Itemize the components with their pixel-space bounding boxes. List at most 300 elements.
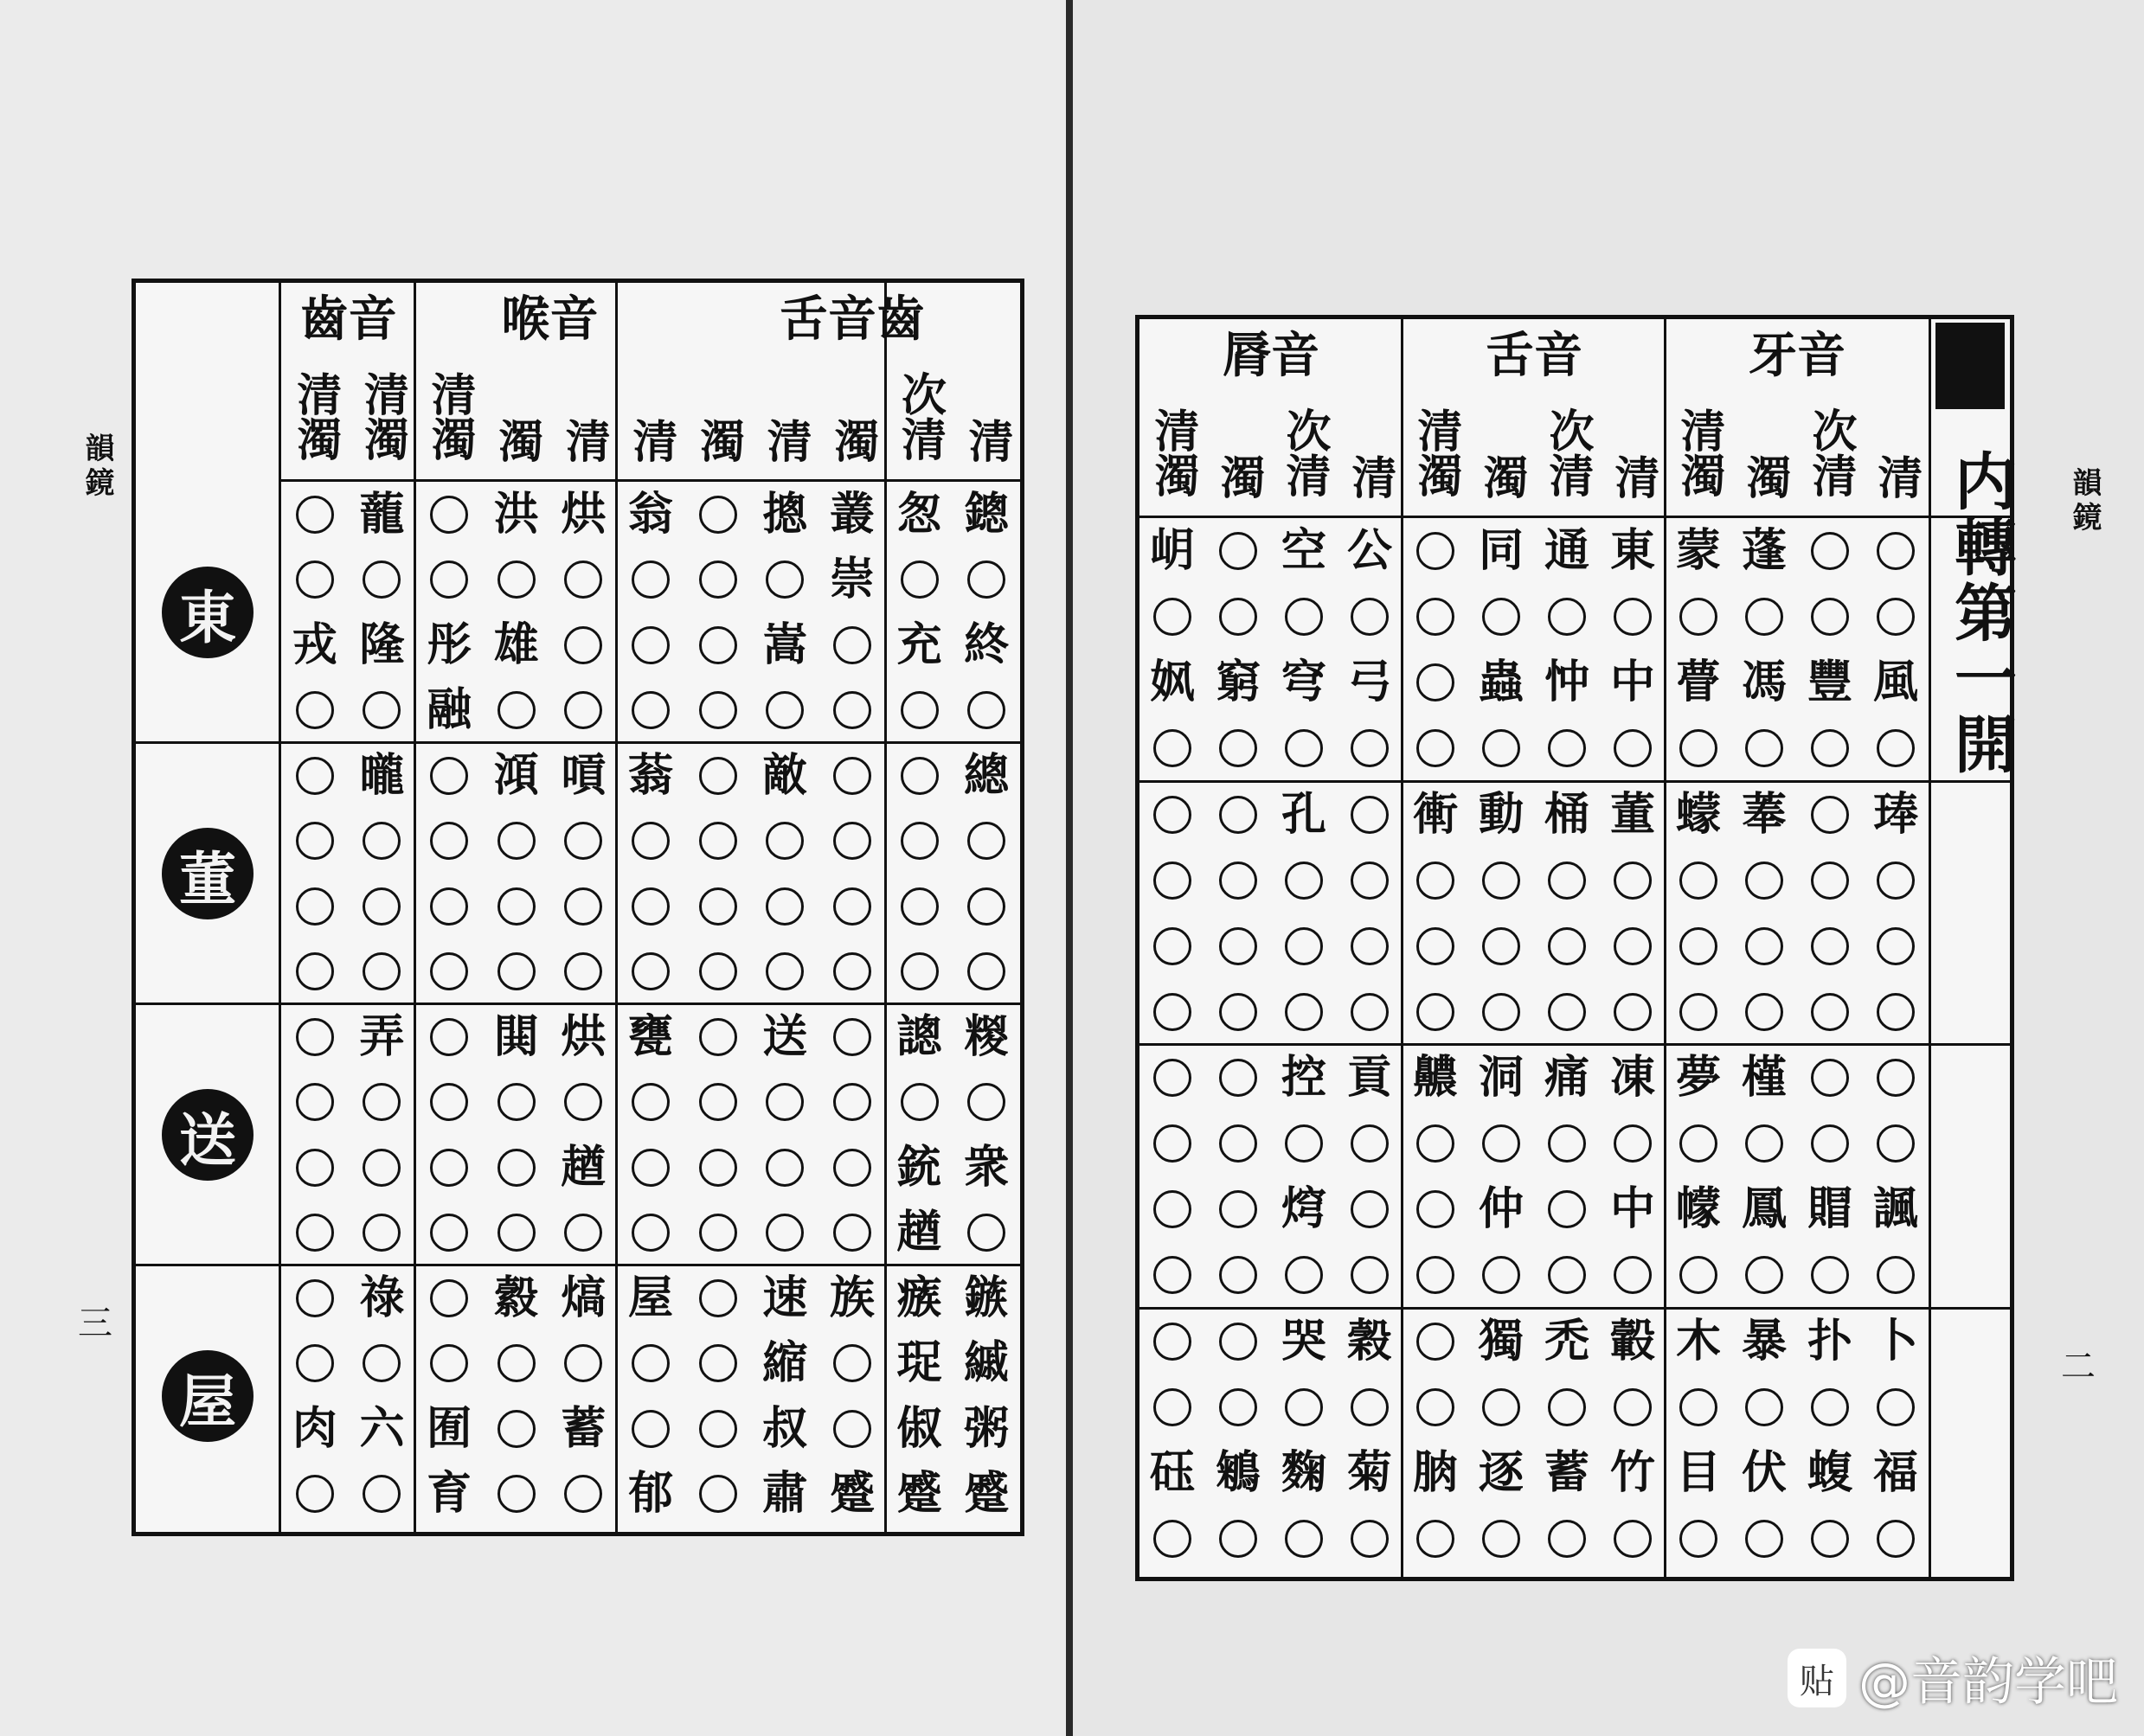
table-cell xyxy=(755,1073,814,1131)
table-cell xyxy=(1537,653,1596,712)
cell-character: 糉 xyxy=(964,1009,1010,1063)
rime-circle: 東 xyxy=(162,567,254,658)
table-cell xyxy=(487,746,546,805)
table-cell xyxy=(1603,983,1662,1041)
group-divider xyxy=(1401,319,1403,1577)
table-cell xyxy=(352,877,411,936)
empty-circle xyxy=(1219,1124,1257,1163)
left-page xyxy=(0,0,1071,1736)
empty-circle xyxy=(699,1083,737,1121)
cell-character: 岄 xyxy=(1149,524,1195,578)
cell-character: 戎 xyxy=(292,618,337,671)
table-cell xyxy=(1669,983,1728,1041)
cell-character: 怱 xyxy=(896,487,942,541)
table-cell xyxy=(957,942,1016,1001)
table-cell xyxy=(1274,1509,1333,1568)
table-cell xyxy=(487,681,546,740)
empty-circle xyxy=(1811,796,1849,834)
table-cell xyxy=(1143,1048,1202,1107)
chart-title: 内轉第一開 xyxy=(1944,449,2018,778)
empty-circle xyxy=(296,822,334,860)
table-cell xyxy=(1801,1378,1859,1437)
empty-circle xyxy=(1153,993,1191,1031)
empty-circle xyxy=(1416,1520,1454,1558)
table-cell xyxy=(286,550,344,609)
table-cell xyxy=(1340,1312,1399,1371)
table-cell xyxy=(823,1203,882,1262)
cell-character: 甕 xyxy=(627,1009,673,1063)
empty-circle xyxy=(1351,729,1389,767)
empty-circle xyxy=(1548,862,1586,900)
empty-circle xyxy=(363,561,401,599)
cell-character: 瞢 xyxy=(1675,656,1721,709)
cell-character: 諷 xyxy=(1872,1182,1918,1236)
table-cell xyxy=(1801,917,1859,976)
empty-circle xyxy=(1614,729,1652,767)
empty-circle xyxy=(833,1149,871,1187)
empty-circle xyxy=(296,1475,334,1513)
table-cell xyxy=(1406,1509,1465,1568)
table-cell xyxy=(755,550,814,609)
table-cell xyxy=(689,1138,748,1197)
cell-character: 禿 xyxy=(1544,1314,1589,1368)
table-cell xyxy=(755,616,814,675)
table-cell xyxy=(1735,1246,1794,1304)
table-cell xyxy=(621,550,680,609)
empty-circle xyxy=(1219,1256,1257,1294)
empty-circle xyxy=(833,887,871,926)
table-cell xyxy=(1472,983,1531,1041)
empty-circle xyxy=(430,1279,468,1317)
table-cell xyxy=(352,681,411,740)
table-cell xyxy=(1472,719,1531,778)
group-header: 舌音齒 xyxy=(779,291,925,348)
cell-character: 趥 xyxy=(896,1206,942,1259)
table-cell xyxy=(1143,1312,1202,1371)
table-cell xyxy=(1406,785,1465,844)
table-cell xyxy=(1735,851,1794,910)
empty-circle xyxy=(833,1214,871,1252)
empty-circle xyxy=(632,626,670,664)
table-cell xyxy=(1406,587,1465,646)
empty-circle xyxy=(1482,729,1520,767)
table-cell xyxy=(1537,1444,1596,1502)
cell-character: 桶 xyxy=(1544,787,1589,841)
cell-character: 蘢 xyxy=(359,487,405,541)
table-cell xyxy=(487,1008,546,1067)
empty-circle xyxy=(1877,1059,1915,1097)
table-cell xyxy=(755,1138,814,1197)
table-cell xyxy=(1603,917,1662,976)
table-cell xyxy=(352,1400,411,1458)
table-cell xyxy=(823,485,882,544)
table-cell xyxy=(487,942,546,1001)
cell-character: 嵩 xyxy=(762,618,808,671)
table-cell xyxy=(1537,587,1596,646)
table-cell xyxy=(1209,1509,1268,1568)
table-cell xyxy=(420,681,478,740)
empty-circle xyxy=(699,561,737,599)
empty-circle xyxy=(1877,1256,1915,1294)
table-cell xyxy=(823,1073,882,1131)
table-cell xyxy=(554,1334,613,1393)
table-cell xyxy=(554,811,613,870)
empty-circle xyxy=(564,887,602,926)
cell-character: 賵 xyxy=(1807,1182,1852,1236)
empty-circle xyxy=(1153,1256,1191,1294)
table-cell xyxy=(890,1400,949,1458)
table-cell xyxy=(1801,653,1859,712)
empty-circle xyxy=(967,887,1005,926)
table-cell xyxy=(1209,587,1268,646)
empty-circle xyxy=(901,1083,939,1121)
table-cell xyxy=(957,1073,1016,1131)
empty-circle xyxy=(1877,1124,1915,1163)
empty-circle xyxy=(632,561,670,599)
table-cell xyxy=(352,942,411,1001)
table-cell xyxy=(1801,587,1859,646)
empty-circle xyxy=(363,691,401,729)
table-cell xyxy=(286,1073,344,1131)
table-cell xyxy=(1274,1312,1333,1371)
cell-character: 摠 xyxy=(762,487,808,541)
column-subheader: 清濁 xyxy=(1672,407,1725,497)
empty-circle xyxy=(1811,729,1849,767)
table-cell xyxy=(286,1008,344,1067)
table-cell xyxy=(1143,1378,1202,1437)
table-cell xyxy=(487,1073,546,1131)
empty-circle xyxy=(363,887,401,926)
table-cell xyxy=(286,1334,344,1393)
empty-circle xyxy=(1153,796,1191,834)
cell-character: 烘 xyxy=(561,1009,607,1063)
table-cell xyxy=(1143,719,1202,778)
empty-circle xyxy=(1614,1520,1652,1558)
empty-circle xyxy=(497,1410,536,1448)
table-cell xyxy=(554,485,613,544)
empty-circle xyxy=(1416,1323,1454,1361)
table-cell xyxy=(689,1464,748,1523)
empty-circle xyxy=(430,822,468,860)
table-cell xyxy=(689,550,748,609)
empty-circle xyxy=(1153,1059,1191,1097)
table-cell xyxy=(487,1334,546,1393)
table-cell xyxy=(1274,719,1333,778)
cell-character: 穀 xyxy=(1346,1314,1392,1368)
empty-circle xyxy=(1877,1388,1915,1426)
column-subheader: 清 xyxy=(1607,454,1659,499)
empty-circle xyxy=(699,1410,737,1448)
table-cell xyxy=(1209,983,1268,1041)
cell-character: 蟲 xyxy=(1478,656,1524,709)
right-page-number: 二 xyxy=(2061,1347,2096,1387)
table-cell xyxy=(1537,719,1596,778)
cell-character: 鏓 xyxy=(964,487,1010,541)
table-cell xyxy=(286,877,344,936)
table-cell xyxy=(1735,1509,1794,1568)
cell-character: 洞 xyxy=(1478,1051,1524,1105)
cell-character: 轂 xyxy=(1609,1314,1655,1368)
empty-circle xyxy=(1679,598,1717,636)
empty-circle xyxy=(967,1083,1005,1121)
empty-circle xyxy=(497,1475,536,1513)
table-cell xyxy=(1669,587,1728,646)
empty-circle xyxy=(1745,1388,1783,1426)
table-cell xyxy=(1340,917,1399,976)
empty-circle xyxy=(632,952,670,990)
table-cell xyxy=(890,1334,949,1393)
table-cell xyxy=(1406,1048,1465,1107)
cell-character: 竹 xyxy=(1609,1445,1655,1499)
empty-circle xyxy=(1614,862,1652,900)
table-cell xyxy=(1801,983,1859,1041)
table-cell xyxy=(554,550,613,609)
left-page-number: 三 xyxy=(78,1304,112,1343)
cell-character: 肅 xyxy=(762,1467,808,1521)
cell-character: 蝮 xyxy=(1807,1445,1852,1499)
empty-circle xyxy=(1285,598,1323,636)
cell-character: 蹙 xyxy=(896,1467,942,1521)
cell-character: 蓄 xyxy=(1544,1445,1589,1499)
table-cell xyxy=(957,485,1016,544)
empty-circle xyxy=(1745,1124,1783,1163)
empty-circle xyxy=(363,1149,401,1187)
empty-circle xyxy=(1811,1520,1849,1558)
table-cell xyxy=(621,1073,680,1131)
table-cell xyxy=(1735,1378,1794,1437)
table-cell xyxy=(1669,851,1728,910)
table-cell xyxy=(487,1464,546,1523)
empty-circle xyxy=(1877,927,1915,965)
table-cell xyxy=(554,1400,613,1458)
table-cell xyxy=(352,485,411,544)
section-divider xyxy=(136,741,1020,744)
cell-character: 隆 xyxy=(359,618,405,671)
empty-circle xyxy=(766,1149,804,1187)
empty-circle xyxy=(296,952,334,990)
empty-circle xyxy=(564,626,602,664)
table-cell xyxy=(1537,1114,1596,1173)
cell-character: 哭 xyxy=(1281,1314,1326,1368)
column-subheader: 清 xyxy=(625,418,677,463)
empty-circle xyxy=(363,952,401,990)
table-cell xyxy=(1603,1378,1662,1437)
empty-circle xyxy=(1351,796,1389,834)
empty-circle xyxy=(1219,1520,1257,1558)
table-cell xyxy=(621,1138,680,1197)
table-cell xyxy=(1735,1048,1794,1107)
table-cell xyxy=(420,1269,478,1328)
empty-circle xyxy=(766,822,804,860)
empty-circle xyxy=(1679,1520,1717,1558)
table-cell xyxy=(957,1400,1016,1458)
cell-character: 焪 xyxy=(1281,1182,1326,1236)
table-cell xyxy=(1801,1048,1859,1107)
table-cell xyxy=(352,1464,411,1523)
table-cell xyxy=(554,1138,613,1197)
group-divider xyxy=(414,283,416,1532)
table-cell xyxy=(1669,1114,1728,1173)
table-cell xyxy=(1209,653,1268,712)
table-cell xyxy=(1472,522,1531,580)
table-cell xyxy=(957,1138,1016,1197)
table-cell xyxy=(420,1138,478,1197)
empty-circle xyxy=(967,822,1005,860)
empty-circle xyxy=(1416,729,1454,767)
table-cell xyxy=(352,616,411,675)
table-cell xyxy=(755,877,814,936)
cell-character: 俶 xyxy=(896,1401,942,1455)
table-cell xyxy=(1209,1378,1268,1437)
empty-circle xyxy=(766,1083,804,1121)
table-cell xyxy=(1603,1444,1662,1502)
table-cell xyxy=(621,942,680,1001)
cell-character: 鏃 xyxy=(964,1271,1010,1324)
empty-circle xyxy=(1416,993,1454,1031)
empty-circle xyxy=(1416,1256,1454,1294)
table-cell xyxy=(554,877,613,936)
table-cell xyxy=(1340,1509,1399,1568)
table-cell xyxy=(1472,1444,1531,1502)
right-side-title: 韻鏡 xyxy=(2067,467,2102,536)
empty-circle xyxy=(833,1410,871,1448)
table-cell xyxy=(1801,719,1859,778)
table-cell xyxy=(823,746,882,805)
table-cell xyxy=(1472,1048,1531,1107)
table-cell xyxy=(1669,653,1728,712)
cell-character: 鵴 xyxy=(1215,1445,1261,1499)
table-cell xyxy=(420,1073,478,1131)
empty-circle xyxy=(1153,729,1191,767)
section-divider xyxy=(1139,780,2010,783)
rime-circle: 董 xyxy=(162,828,254,919)
empty-circle xyxy=(699,757,737,795)
table-cell xyxy=(1866,1048,1925,1107)
group-divider xyxy=(884,283,887,1532)
empty-circle xyxy=(632,1149,670,1187)
cell-character: 暴 xyxy=(1741,1314,1787,1368)
empty-circle xyxy=(1351,1520,1389,1558)
empty-circle xyxy=(497,1149,536,1187)
table-cell xyxy=(1340,1180,1399,1239)
table-cell xyxy=(1669,1509,1728,1568)
empty-circle xyxy=(1351,1256,1389,1294)
cell-character: 育 xyxy=(427,1467,472,1521)
table-cell xyxy=(487,616,546,675)
empty-circle xyxy=(1285,993,1323,1031)
table-cell xyxy=(554,681,613,740)
table-cell xyxy=(1274,785,1333,844)
table-cell xyxy=(1735,785,1794,844)
empty-circle xyxy=(1745,1256,1783,1294)
table-cell xyxy=(420,746,478,805)
cell-character: 風 xyxy=(1872,656,1918,709)
table-cell xyxy=(621,746,680,805)
table-cell xyxy=(823,811,882,870)
empty-circle xyxy=(564,691,602,729)
table-cell xyxy=(1537,522,1596,580)
table-cell xyxy=(755,681,814,740)
cell-character: 㚯 xyxy=(1149,656,1195,709)
table-cell xyxy=(890,1464,949,1523)
column-subheader: 次清 xyxy=(1278,407,1331,497)
group-header: 喉音 xyxy=(501,291,599,348)
empty-circle xyxy=(1811,532,1849,570)
rime-circle: 屋 xyxy=(162,1350,254,1442)
table-cell xyxy=(890,811,949,870)
empty-circle xyxy=(1877,598,1915,636)
table-cell xyxy=(1209,1246,1268,1304)
table-cell xyxy=(1143,587,1202,646)
empty-circle xyxy=(1416,663,1454,701)
table-cell xyxy=(621,616,680,675)
empty-circle xyxy=(1351,1124,1389,1163)
table-cell xyxy=(1340,851,1399,910)
empty-circle xyxy=(296,561,334,599)
table-cell xyxy=(621,1008,680,1067)
empty-circle xyxy=(1153,1190,1191,1228)
empty-circle xyxy=(564,561,602,599)
table-cell xyxy=(1340,1048,1399,1107)
cell-character: 崇 xyxy=(829,553,875,606)
table-cell xyxy=(957,877,1016,936)
empty-circle xyxy=(1482,1256,1520,1294)
table-cell xyxy=(1406,983,1465,1041)
table-cell xyxy=(823,550,882,609)
column-subheader: 濁 xyxy=(1212,454,1265,499)
empty-circle xyxy=(296,691,334,729)
table-cell xyxy=(890,1203,949,1262)
empty-circle xyxy=(833,626,871,664)
section-divider xyxy=(1139,1043,2010,1046)
empty-circle xyxy=(1416,532,1454,570)
empty-circle xyxy=(766,887,804,926)
cell-character: 瘯 xyxy=(896,1271,942,1324)
table-cell xyxy=(1472,1312,1531,1371)
table-cell xyxy=(1537,1180,1596,1239)
empty-circle xyxy=(1351,862,1389,900)
cell-character: 獨 xyxy=(1478,1314,1524,1368)
cell-character: 祿 xyxy=(359,1271,405,1324)
table-cell xyxy=(755,746,814,805)
cell-character: 夢 xyxy=(1675,1051,1721,1105)
table-cell xyxy=(352,746,411,805)
table-cell xyxy=(1866,983,1925,1041)
table-cell xyxy=(1143,1509,1202,1568)
empty-circle xyxy=(1679,993,1717,1031)
table-cell xyxy=(1340,653,1399,712)
table-cell xyxy=(1866,1312,1925,1371)
table-cell xyxy=(420,485,478,544)
table-cell xyxy=(1143,653,1202,712)
empty-circle xyxy=(833,822,871,860)
empty-circle xyxy=(430,952,468,990)
table-cell xyxy=(1537,1378,1596,1437)
empty-circle xyxy=(296,1083,334,1121)
cell-character: 縮 xyxy=(762,1336,808,1390)
empty-circle xyxy=(1548,927,1586,965)
table-cell xyxy=(1472,1180,1531,1239)
cell-character: 麴 xyxy=(1281,1445,1326,1499)
table-cell xyxy=(1603,851,1662,910)
table-cell xyxy=(823,1400,882,1458)
cell-character: 伏 xyxy=(1741,1445,1787,1499)
table-cell xyxy=(957,681,1016,740)
column-subheader: 濁 xyxy=(691,418,745,463)
table-cell xyxy=(1209,719,1268,778)
table-cell xyxy=(1735,1180,1794,1239)
empty-circle xyxy=(1745,927,1783,965)
